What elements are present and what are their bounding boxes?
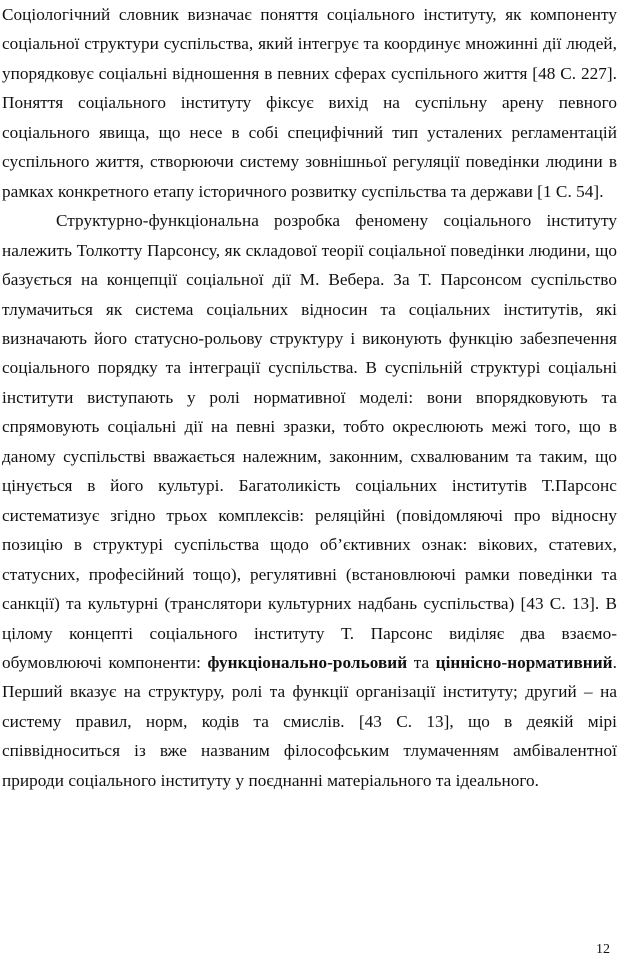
body-text: [2, 0, 617, 795]
paragraph-2-text-part-2: та: [407, 652, 436, 672]
paragraph-2-text-part-3: . Перший вказує на структуру, ролі та функції організації інституту; другий – на систему правил, норм, кодів та смислів. [43 С. 13], що в деякій мірі співвідноситься із вже названим філософським тлумаченням амбівалентної природи соціального інституту у поєднанні матеріального та ідеального.: [2, 652, 617, 790]
term-functional-role: функціонально-рольовий: [207, 652, 408, 672]
paragraph-2: [2, 206, 617, 795]
paragraph-1-text: Соціологічний словник визначає поняття соціального інституту, як компоненту соціальної структури суспільства, який інтегрує та координує множинні дії людей, упорядковує соціальні відношення в певних сферах суспільного життя [48 С. 227]. Поняття соціального інституту фіксує вихід на суспільну арену певного соціального явища, що несе в собі специфічний тип усталених регламентацій суспільного життя, створюючи систему зовнішньої регуляції поведінки людини в рамках конкретного етапу історичного розвитку суспільства та держави [1 С. 54].: [2, 5, 617, 201]
paragraph-2-text-part-1: Структурно-функціональна розробка феномену соціального інституту належить Толкотту Парсонсу, як складової теорії соціальної поведінки людини, що базується на концепції соціальної дії М. Вебера. За Т. Парсонсом суспільство тлумачиться як система соціальних відносин та соціальних інститутів, які визначають його статусно-рольову структуру і виконують функцію забезпечення соціального порядку та інтеграції суспільства. В суспільній структурі соціальні інститути виступають у ролі нормативної моделі: вони впорядковують та спрямовують соціальні дії на певні зразки, тобто окреслюють межі того, що в даному суспільстві вважається належним, законним, схвалюваним та таким, що цінується в його культурі. Багатоликість соціальних інститутів Т.Парсонс систематизує згідно трьох комплексів: реляційні (повідомляючі про відносну позицію в структурі суспільства щодо об’єктивних ознак: вікових, статевих, статусних, професійний тощо), регулятивні (встановлюючі рамки поведінки та санкції) та культурні (транслятори культурних надбань суспільства) [43 С. 13]. В цілому концепті соціального інституту Т. Парсонс виділяє два взаємо-обумовлюючі компоненти:: [2, 211, 617, 672]
page-number: 12: [596, 942, 610, 957]
term-value-normative: ціннісно-нормативний: [435, 652, 613, 672]
paragraph-1: [2, 0, 617, 206]
